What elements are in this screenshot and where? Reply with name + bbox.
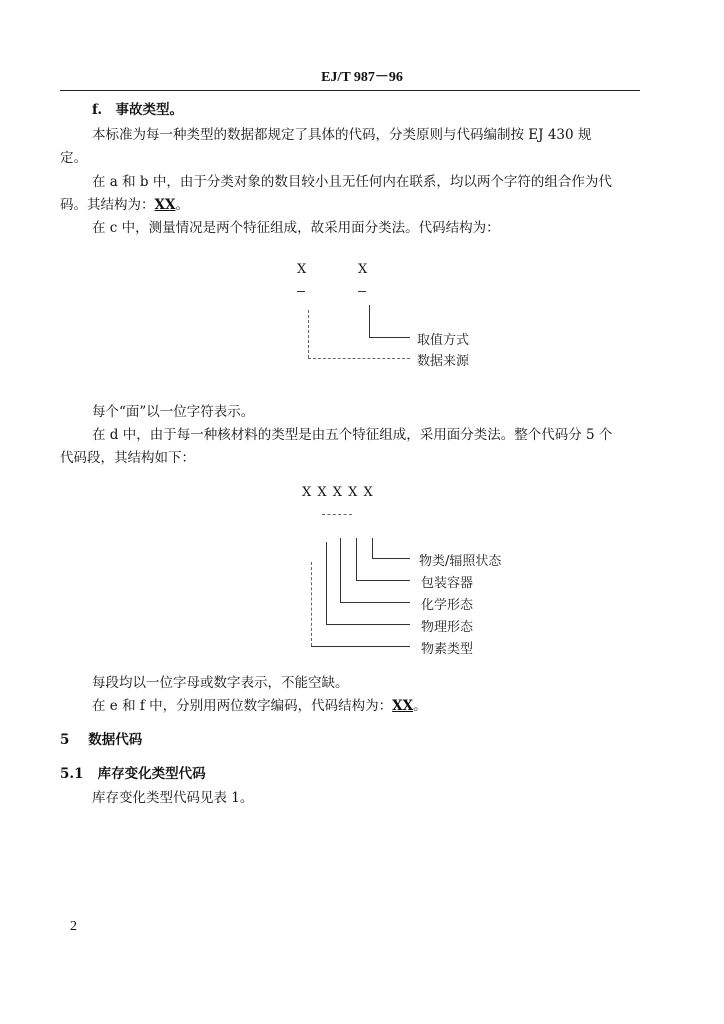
section-5-1-body: 库存变化类型代码见表 1。 <box>92 790 254 806</box>
connector-v-2 <box>356 538 357 580</box>
connector-v-3 <box>340 538 341 602</box>
section-5-number: 5 <box>60 732 70 748</box>
label-chemical-form: 化学形态 <box>421 598 474 613</box>
paragraph-ab-cont <box>60 194 642 216</box>
connector-v-5 <box>311 562 312 646</box>
connector-h-3 <box>340 602 410 603</box>
code-five-chars: X X X X X <box>302 485 374 500</box>
connector-vertical-2 <box>369 305 370 337</box>
ef-suffix: 。 <box>413 698 427 714</box>
connector-h-5 <box>311 646 410 647</box>
page-number: 2 <box>70 919 77 934</box>
connector-h-2 <box>356 580 410 581</box>
connector-vertical-1 <box>308 310 309 358</box>
connector-horizontal-1 <box>308 358 410 359</box>
paragraph-ef <box>92 695 642 717</box>
paragraph-c: 在 c 中，测量情况是两个特征组成，故采用面分类法。代码结构为： <box>92 220 500 236</box>
connector-h-4 <box>326 624 410 625</box>
item-f: f. 事故类型。 <box>92 102 184 118</box>
label-physical-form: 物理形态 <box>421 620 474 635</box>
paragraph-segment: 每段均以一位字母或数字表示，不能空缺。 <box>92 675 349 691</box>
paragraph-facet: 每个“面”以一位字符表示。 <box>92 404 255 420</box>
paragraph-d: 在 d 中，由于每一种核材料的类型是由五个特征组成，采用面分类法。整个代码分 5 个 <box>92 427 613 443</box>
section-5-1-heading <box>60 763 642 785</box>
label-data-source: 数据来源 <box>417 354 470 369</box>
document-code-header: EJ/T 987－96 <box>321 70 403 85</box>
paragraph-standard: 本标准为每一种类型的数据都规定了具体的代码，分类原则与代码编制按 EJ 430 规 <box>92 127 592 143</box>
structure-code: XX <box>154 197 176 213</box>
header-rule <box>60 90 640 91</box>
label-category-irradiation: 物类/辐照状态 <box>419 554 502 569</box>
ef-prefix: 在 e 和 f 中，分别用两位数字编码，代码结构为： <box>92 698 393 714</box>
section-5-1-number: 5.1 <box>60 766 84 782</box>
label-value-method: 取值方式 <box>417 333 470 348</box>
label-container: 包装容器 <box>421 576 474 591</box>
connector-h-1 <box>372 558 410 559</box>
code-char-2: X <box>358 262 368 277</box>
ef-code: XX <box>392 698 414 714</box>
paragraph-d-cont: 代码段，其结构如下： <box>60 450 195 466</box>
section-5-heading <box>60 729 642 751</box>
paragraph-ab: 在 a 和 b 中，由于分类对象的数目较小且无任何内在联系，均以两个字符的组合作为代 <box>92 174 612 190</box>
structure-prefix: 码。其结构为： <box>60 197 155 213</box>
code-underline-2 <box>358 291 366 292</box>
connector-v-1 <box>372 538 373 558</box>
code-underline-1 <box>297 291 305 292</box>
section-5-title: 数据代码 <box>88 732 143 748</box>
label-element-type: 物素类型 <box>421 642 474 657</box>
connector-v-4 <box>326 542 327 624</box>
paragraph-standard-cont: 定。 <box>60 150 87 166</box>
code-char-1: X <box>297 262 307 277</box>
code-underline-segments <box>322 514 352 515</box>
structure-suffix: 。 <box>175 197 189 213</box>
connector-horizontal-2 <box>369 337 410 338</box>
section-5-1-title: 库存变化类型代码 <box>97 766 206 782</box>
